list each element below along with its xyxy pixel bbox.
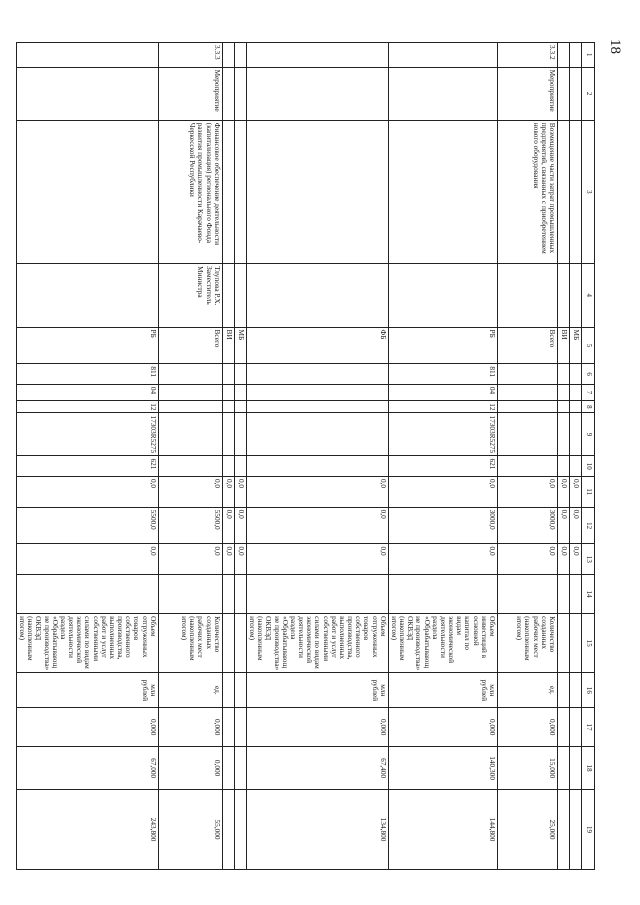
- amount-cell: 0,0: [222, 544, 234, 575]
- target-article-cell: [558, 413, 570, 456]
- subsection-code-cell: 12: [388, 401, 497, 413]
- funding-source-cell: ВИ: [558, 327, 570, 364]
- amount-cell: 0,0: [158, 544, 222, 575]
- measure-name-cell: [16, 120, 158, 263]
- expense-type-cell: [498, 456, 558, 476]
- col-num: 6: [582, 364, 595, 384]
- empty-cell: [498, 575, 558, 614]
- indicator-value-cell: 15,000: [498, 747, 558, 790]
- unit-cell: млн рублей: [16, 673, 158, 708]
- expense-type-cell: [570, 456, 582, 476]
- responsible-cell: [222, 264, 234, 327]
- col-num: 14: [582, 575, 595, 614]
- col-num: 5: [582, 327, 595, 364]
- section-code-cell: 04: [388, 384, 497, 400]
- table-row: [246, 43, 388, 870]
- measure-name-cell: Финансовое обеспечение деятельности (капитализация) регионального Фонда развития промышленности Карачаево-Черкесской Республики: [158, 120, 222, 263]
- col-num: 16: [582, 673, 595, 708]
- responsible-cell: [558, 264, 570, 327]
- target-article-cell: [158, 413, 222, 456]
- target-article-cell: [570, 413, 582, 456]
- subsection-code-cell: [222, 401, 234, 413]
- budget-code-cell: [558, 364, 570, 384]
- amount-cell: 0,0: [222, 507, 234, 544]
- amount-cell: 0,0: [498, 544, 558, 575]
- target-article-cell: 17303R5275: [388, 413, 497, 456]
- indicator-value-cell: 144,800: [388, 790, 497, 870]
- col-num: 9: [582, 413, 595, 456]
- item-type-cell: [246, 67, 388, 120]
- col-num: 1: [582, 43, 595, 68]
- unit-cell: млн рублей: [388, 673, 497, 708]
- indicator-value-cell: [570, 790, 582, 870]
- indicator-name-cell: Объем отгруженных товаров собственного производства, выполненных работ и услуг собственными силами по видам экономической деятельности раздела «Обрабатывающие производства» ОКВЭД (накопленным итогом): [246, 614, 388, 673]
- amount-cell: 0,0: [388, 476, 497, 507]
- measure-name-cell: [558, 120, 570, 263]
- responsible-cell: [246, 264, 388, 327]
- budget-code-cell: [246, 364, 388, 384]
- col-num: 12: [582, 507, 595, 544]
- item-number-cell: [246, 43, 388, 68]
- target-article-cell: [246, 413, 388, 456]
- indicator-value-cell: 0,000: [388, 708, 497, 747]
- table-row: [234, 43, 246, 870]
- subsection-code-cell: [570, 401, 582, 413]
- col-num: 15: [582, 614, 595, 673]
- unit-cell: млн рублей: [246, 673, 388, 708]
- indicator-name-cell: [222, 614, 234, 673]
- indicator-name-cell: [234, 614, 246, 673]
- responsible-cell: [16, 264, 158, 327]
- empty-cell: [234, 575, 246, 614]
- measure-name-cell: [570, 120, 582, 263]
- responsible-cell: [388, 264, 497, 327]
- amount-cell: 0,0: [570, 507, 582, 544]
- section-code-cell: [158, 384, 222, 400]
- indicator-value-cell: [558, 708, 570, 747]
- amount-cell: 5500,0: [16, 507, 158, 544]
- indicator-value-cell: [222, 708, 234, 747]
- amount-cell: 0,0: [16, 544, 158, 575]
- col-num: 7: [582, 384, 595, 400]
- item-type-cell: [16, 67, 158, 120]
- target-article-cell: [222, 413, 234, 456]
- unit-cell: ед.: [498, 673, 558, 708]
- amount-cell: 0,0: [558, 507, 570, 544]
- expense-type-cell: [222, 456, 234, 476]
- amount-cell: 0,0: [234, 544, 246, 575]
- budget-code-cell: [498, 364, 558, 384]
- table-row: [570, 43, 582, 870]
- item-number-cell: [222, 43, 234, 68]
- indicator-value-cell: [570, 747, 582, 790]
- indicator-value-cell: 0,000: [246, 708, 388, 747]
- col-num: 8: [582, 401, 595, 413]
- table-row: [16, 43, 158, 870]
- item-number-cell: [388, 43, 497, 68]
- section-code-cell: [222, 384, 234, 400]
- amount-cell: 0,0: [246, 507, 388, 544]
- item-number-cell: 3.3.2: [498, 43, 558, 68]
- funding-source-cell: РБ: [388, 327, 497, 364]
- measure-name-cell: [222, 120, 234, 263]
- amount-cell: 0,0: [234, 507, 246, 544]
- measure-name-cell: [234, 120, 246, 263]
- section-code-cell: 04: [16, 384, 158, 400]
- target-article-cell: [234, 413, 246, 456]
- item-number-cell: [234, 43, 246, 68]
- item-type-cell: [558, 67, 570, 120]
- responsible-cell: Тлупова Р.Х. Заместитель Министра: [158, 264, 222, 327]
- indicator-value-cell: [234, 708, 246, 747]
- col-num: 19: [582, 790, 595, 870]
- indicator-value-cell: 0,000: [158, 708, 222, 747]
- indicator-name-cell: [570, 614, 582, 673]
- funding-source-cell: РБ: [16, 327, 158, 364]
- empty-cell: [222, 575, 234, 614]
- expense-type-cell: [558, 456, 570, 476]
- indicator-value-cell: [222, 790, 234, 870]
- indicator-value-cell: [222, 747, 234, 790]
- indicator-value-cell: [558, 747, 570, 790]
- table-row: [498, 43, 558, 870]
- amount-cell: 0,0: [222, 476, 234, 507]
- responsible-cell: [234, 264, 246, 327]
- amount-cell: 0,0: [246, 476, 388, 507]
- col-num: 18: [582, 747, 595, 790]
- subsection-code-cell: [158, 401, 222, 413]
- subsection-code-cell: [246, 401, 388, 413]
- indicator-value-cell: 0,000: [498, 708, 558, 747]
- table-row: [222, 43, 234, 870]
- measure-name-cell: [246, 120, 388, 263]
- unit-cell: [558, 673, 570, 708]
- column-number-row: [582, 43, 595, 870]
- section-code-cell: [498, 384, 558, 400]
- item-number-cell: 3.3.3: [158, 43, 222, 68]
- table-row: [388, 43, 497, 870]
- item-type-cell: Мероприятие: [158, 67, 222, 120]
- budget-code-cell: [158, 364, 222, 384]
- budget-code-cell: [570, 364, 582, 384]
- indicator-name-cell: Объем отгруженных товаров собственного производства, выполненных работ и услуг собственными силами по видам экономической деятельности раздела «Обрабатывающие производства» ОКВЭД (накопленным итогом): [16, 614, 158, 673]
- unit-cell: ед.: [158, 673, 222, 708]
- expense-type-cell: 621: [388, 456, 497, 476]
- empty-cell: [158, 575, 222, 614]
- amount-cell: 3000,0: [388, 507, 497, 544]
- expense-type-cell: [158, 456, 222, 476]
- empty-cell: [558, 575, 570, 614]
- document-table-frame: [18, 42, 595, 870]
- amount-cell: 0,0: [570, 476, 582, 507]
- section-code-cell: [246, 384, 388, 400]
- col-num: 13: [582, 544, 595, 575]
- target-article-cell: [498, 413, 558, 456]
- col-num: 4: [582, 264, 595, 327]
- indicator-value-cell: [558, 790, 570, 870]
- amount-cell: 0,0: [570, 544, 582, 575]
- empty-cell: [246, 575, 388, 614]
- unit-cell: [222, 673, 234, 708]
- amount-cell: 0,0: [16, 476, 158, 507]
- measure-name-cell: [388, 120, 497, 263]
- amount-cell: 0,0: [558, 544, 570, 575]
- indicator-value-cell: 25,000: [498, 790, 558, 870]
- budget-code-cell: [234, 364, 246, 384]
- indicator-value-cell: 134,800: [246, 790, 388, 870]
- unit-cell: [570, 673, 582, 708]
- indicator-value-cell: [234, 747, 246, 790]
- indicator-value-cell: 0,000: [16, 708, 158, 747]
- section-code-cell: [570, 384, 582, 400]
- amount-cell: 0,0: [558, 476, 570, 507]
- indicator-value-cell: 140,300: [388, 747, 497, 790]
- table-row: [158, 43, 222, 870]
- budget-code-cell: [222, 364, 234, 384]
- funding-source-cell: Всего: [498, 327, 558, 364]
- col-num: 3: [582, 120, 595, 263]
- item-number-cell: [16, 43, 158, 68]
- unit-cell: [234, 673, 246, 708]
- budget-code-cell: 811: [16, 364, 158, 384]
- item-type-cell: [234, 67, 246, 120]
- funding-source-cell: ФБ: [246, 327, 388, 364]
- funding-source-cell: Всего: [158, 327, 222, 364]
- budget-code-cell: 811: [388, 364, 497, 384]
- funding-source-cell: МБ: [234, 327, 246, 364]
- section-code-cell: [234, 384, 246, 400]
- amount-cell: 3000,0: [498, 507, 558, 544]
- indicator-name-cell: Количество созданных рабочих мест (накопленным итогом): [158, 614, 222, 673]
- amount-cell: 0,0: [498, 476, 558, 507]
- funding-source-cell: МБ: [570, 327, 582, 364]
- indicator-value-cell: 67,400: [246, 747, 388, 790]
- empty-cell: [388, 575, 497, 614]
- indicator-name-cell: [558, 614, 570, 673]
- empty-cell: [16, 575, 158, 614]
- responsible-cell: [498, 264, 558, 327]
- col-num: 11: [582, 476, 595, 507]
- indicator-name-cell: Объем инвестиций в основной капитал по видам экономической деятельности раздела «Обрабатывающие производства» ОКВЭД (накопленным итогом): [388, 614, 497, 673]
- item-type-cell: [222, 67, 234, 120]
- subsection-code-cell: [234, 401, 246, 413]
- section-code-cell: [558, 384, 570, 400]
- amount-cell: 0,0: [234, 476, 246, 507]
- amount-cell: 5500,0: [158, 507, 222, 544]
- indicator-name-cell: Количество созданных рабочих мест (накопленным итогом): [498, 614, 558, 673]
- responsible-cell: [570, 264, 582, 327]
- col-num: 17: [582, 708, 595, 747]
- indicator-value-cell: 67,000: [16, 747, 158, 790]
- empty-cell: [570, 575, 582, 614]
- subsection-code-cell: 12: [16, 401, 158, 413]
- col-num: 2: [582, 67, 595, 120]
- indicator-value-cell: 0,000: [158, 747, 222, 790]
- amount-cell: 0,0: [246, 544, 388, 575]
- indicator-value-cell: 55,000: [158, 790, 222, 870]
- table-row: [558, 43, 570, 870]
- indicator-value-cell: [234, 790, 246, 870]
- amount-cell: 0,0: [158, 476, 222, 507]
- measure-name-cell: Возмещение части затрат промышленных предприятий, связанных с приобретением нового оборудования: [498, 120, 558, 263]
- col-num: 10: [582, 456, 595, 476]
- item-type-cell: Мероприятие: [498, 67, 558, 120]
- indicator-value-cell: [570, 708, 582, 747]
- item-type-cell: [388, 67, 497, 120]
- item-number-cell: [570, 43, 582, 68]
- target-article-cell: 17303R5275: [16, 413, 158, 456]
- page-number: 18: [607, 39, 623, 54]
- item-type-cell: [570, 67, 582, 120]
- subsection-code-cell: [558, 401, 570, 413]
- program-measures-table: [16, 42, 595, 870]
- expense-type-cell: 621: [16, 456, 158, 476]
- expense-type-cell: [246, 456, 388, 476]
- item-number-cell: [558, 43, 570, 68]
- expense-type-cell: [234, 456, 246, 476]
- indicator-value-cell: 243,800: [16, 790, 158, 870]
- subsection-code-cell: [498, 401, 558, 413]
- amount-cell: 0,0: [388, 544, 497, 575]
- funding-source-cell: ВИ: [222, 327, 234, 364]
